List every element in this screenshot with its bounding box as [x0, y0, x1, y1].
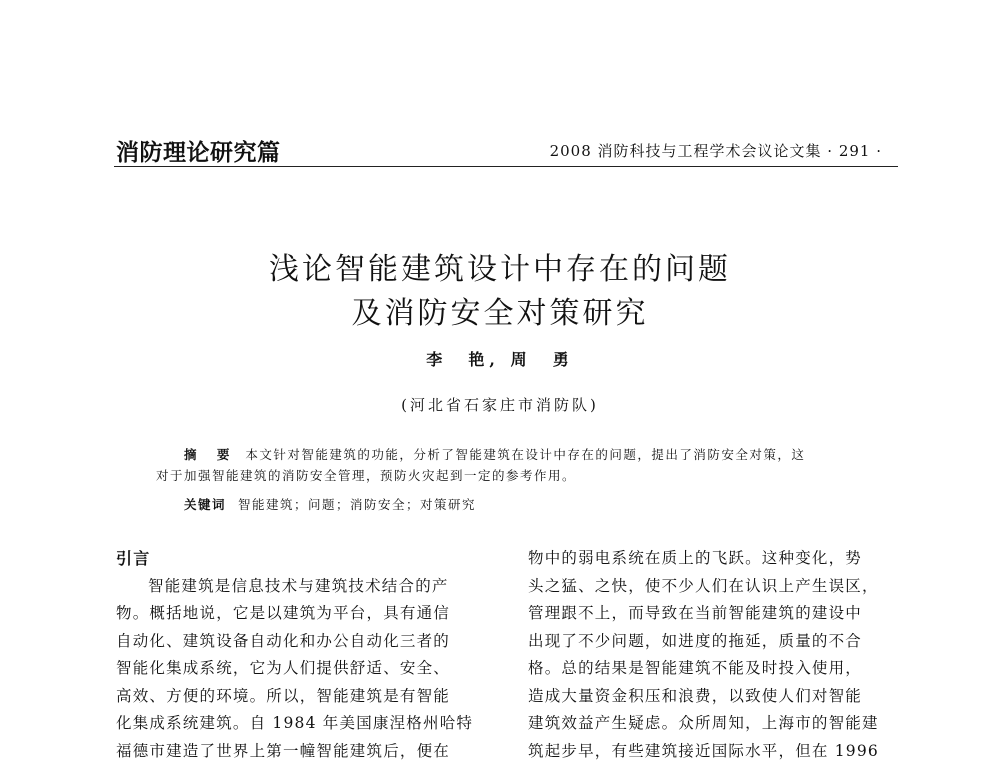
- header-rule: [114, 166, 898, 167]
- body-line: 建筑效益产生疑虑。众所周知，上海市的智能建: [528, 710, 900, 738]
- body-line: 筑起步早，有些建筑接近国际水平，但在 1996: [528, 738, 900, 765]
- body-line: 头之猛、之快，使不少人们在认识上产生误区，: [528, 573, 900, 601]
- running-header-journal: 2008 消防科技与工程学术会议论文集 · 291 ·: [550, 140, 882, 161]
- abstract-line-1: [156, 444, 856, 465]
- abstract-label: 摘 要: [184, 447, 237, 462]
- body-line: 化集成系统建筑。自 1984 年美国康涅格州哈特: [116, 710, 496, 738]
- authors: 李 艳, 周 勇: [0, 347, 1000, 370]
- body-line: 出现了不少问题，如进度的拖延，质量的不合: [528, 628, 900, 656]
- body-column-left: [116, 545, 496, 765]
- abstract-block: [156, 444, 856, 486]
- paper-title-line-1: 浅论智能建筑设计中存在的问题: [0, 244, 1000, 288]
- affiliation: (河北省石家庄市消防队): [0, 394, 1000, 415]
- body-line: 智能建筑是信息技术与建筑技术结合的产: [116, 573, 496, 601]
- paper-title-line-2: 及消防安全对策研究: [0, 288, 1000, 332]
- body-line: 福德市建造了世界上第一幢智能建筑后，便在: [116, 738, 496, 765]
- body-column-right: [528, 545, 900, 765]
- body-line: 管理跟不上，而导致在当前智能建筑的建设中: [528, 600, 900, 628]
- body-line: 造成大量资金积压和浪费，以致使人们对智能: [528, 683, 900, 711]
- body-line: 物。概括地说，它是以建筑为平台，具有通信: [116, 600, 496, 628]
- body-line: 物中的弱电系统在质上的飞跃。这种变化，势: [528, 545, 900, 573]
- section-heading-introduction: 引言: [116, 545, 496, 573]
- running-header-section: 消防理论研究篇: [116, 134, 281, 167]
- keywords-label: 关键词: [184, 497, 226, 512]
- keywords-text: 智能建筑；问题；消防安全；对策研究: [238, 497, 476, 512]
- body-line: 高效、方便的环境。所以，智能建筑是有智能: [116, 683, 496, 711]
- abstract-line-2: 对于加强智能建筑的消防安全管理，预防火灾起到一定的参考作用。: [156, 465, 856, 486]
- body-line: 智能化集成系统，它为人们提供舒适、安全、: [116, 655, 496, 683]
- abstract-text-1: 本文针对智能建筑的功能，分析了智能建筑在设计中存在的问题，提出了消防安全对策，这: [245, 447, 805, 462]
- keywords-line: [184, 495, 476, 513]
- body-line: 格。总的结果是智能建筑不能及时投入使用，: [528, 655, 900, 683]
- body-line: 自动化、建筑设备自动化和办公自动化三者的: [116, 628, 496, 656]
